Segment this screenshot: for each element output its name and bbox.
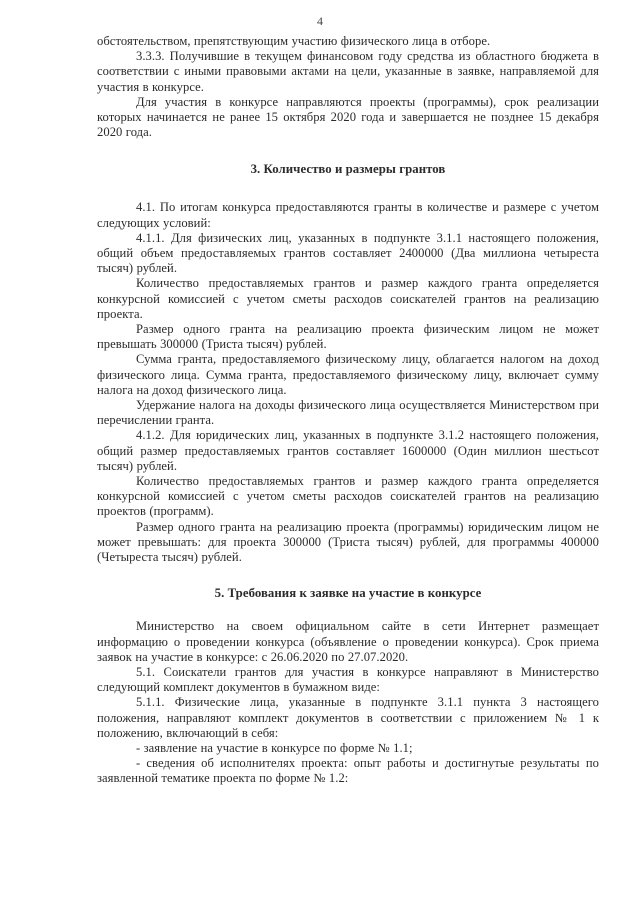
section-3-paragraph-1: 4.1. По итогам конкурса предоставляются гранты в количестве и размере с учетом следующих условий: <box>97 200 599 230</box>
page-number: 4 <box>317 14 323 28</box>
section-5-paragraph-1: Министерство на своем официальном сайте в сети Интернет размещает информацию о проведении конкурса (объявление о проведении конкурса). Срок приема заявок на участие в конкурсе: с 26.06.2020 по 27.07.2020. <box>97 619 599 664</box>
section-5-paragraph-2: 5.1. Соискатели грантов для участия в конкурсе направляют в Министерство следующий комплект документов в бумажном виде: <box>97 664 599 695</box>
paragraph-top-3: Для участия в конкурсе направляются проекты (программы), срок реализации которых начинается не ранее 15 октября 2020 года и завершается не позднее 15 декабря 2020 года. <box>97 94 599 140</box>
paragraph-top-1: обстоятельством, препятствующим участию физического лица в отборе. <box>97 34 491 48</box>
section-5-list-item-1: - заявление на участие в конкурсе по форме № 1.1; <box>136 740 413 755</box>
section-3-paragraph-9: Размер одного гранта на реализацию проекта (программы) юридическим лицом не может превышать: для проекта 300000 (Триста тысяч) рублей, для программы 400000 (Четыреста тысяч) рублей. <box>97 519 599 565</box>
document-body <box>97 34 599 787</box>
section-3-paragraph-4: Размер одного гранта на реализацию проекта физическим лицом не может превышать 300000 (Триста тысяч) рублей. <box>97 322 599 352</box>
section-5-heading: 5. Требования к заявке на участие в конкурсе <box>214 586 482 601</box>
section-3-paragraph-8: Количество предоставляемых грантов и размер каждого гранта определяется конкурсной комиссией с учетом сметы расходов соискателей грантов на реализацию проектов (программ). <box>97 474 599 519</box>
section-3-paragraph-5: Сумма гранта, предоставляемого физическому лицу, облагается налогом на доход физического лица. Сумма гранта, предоставляемого физическому лицу, включает сумму налога на доход физического лица. <box>97 352 599 397</box>
section-3-paragraph-2: 4.1.1. Для физических лиц, указанных в подпункте 3.1.1 настоящего положения, общий объем предоставляемых грантов составляет 2400000 (Два миллиона четыреста тысяч) рублей. <box>97 230 599 276</box>
section-5-paragraph-3: 5.1.1. Физические лица, указанные в подпункте 3.1.1 пункта 3 настоящего положения, направляют комплект документов в соответствии с приложением № 1 к положению, включающий в себя: <box>97 695 599 740</box>
section-3-paragraph-7: 4.1.2. Для юридических лиц, указанных в подпункте 3.1.2 настоящего положения, общий размер предоставляемых грантов составляет 1600000 (Один миллион шестьсот тысяч) рублей. <box>97 428 599 473</box>
section-3-paragraph-3: Количество предоставляемых грантов и размер каждого гранта определяется конкурсной комиссией с учетом сметы расходов соискателей грантов на реализацию проекта. <box>97 276 599 321</box>
paragraph-top-2: 3.3.3. Получившие в текущем финансовом году средства из областного бюджета в соответствии с иными правовыми актами на цели, указанные в заявке, направляемой для участия в конкурсе. <box>97 49 599 94</box>
section-3-heading: 3. Количество и размеры грантов <box>250 162 446 177</box>
section-5-list-item-2: - сведения об исполнителях проекта: опыт работы и достигнутые результаты по заявленной тематике проекта по форме № 1.2: <box>97 756 599 786</box>
section-3-paragraph-6: Удержание налога на доходы физического лица осуществляется Министерством при перечислении гранта. <box>97 398 599 428</box>
